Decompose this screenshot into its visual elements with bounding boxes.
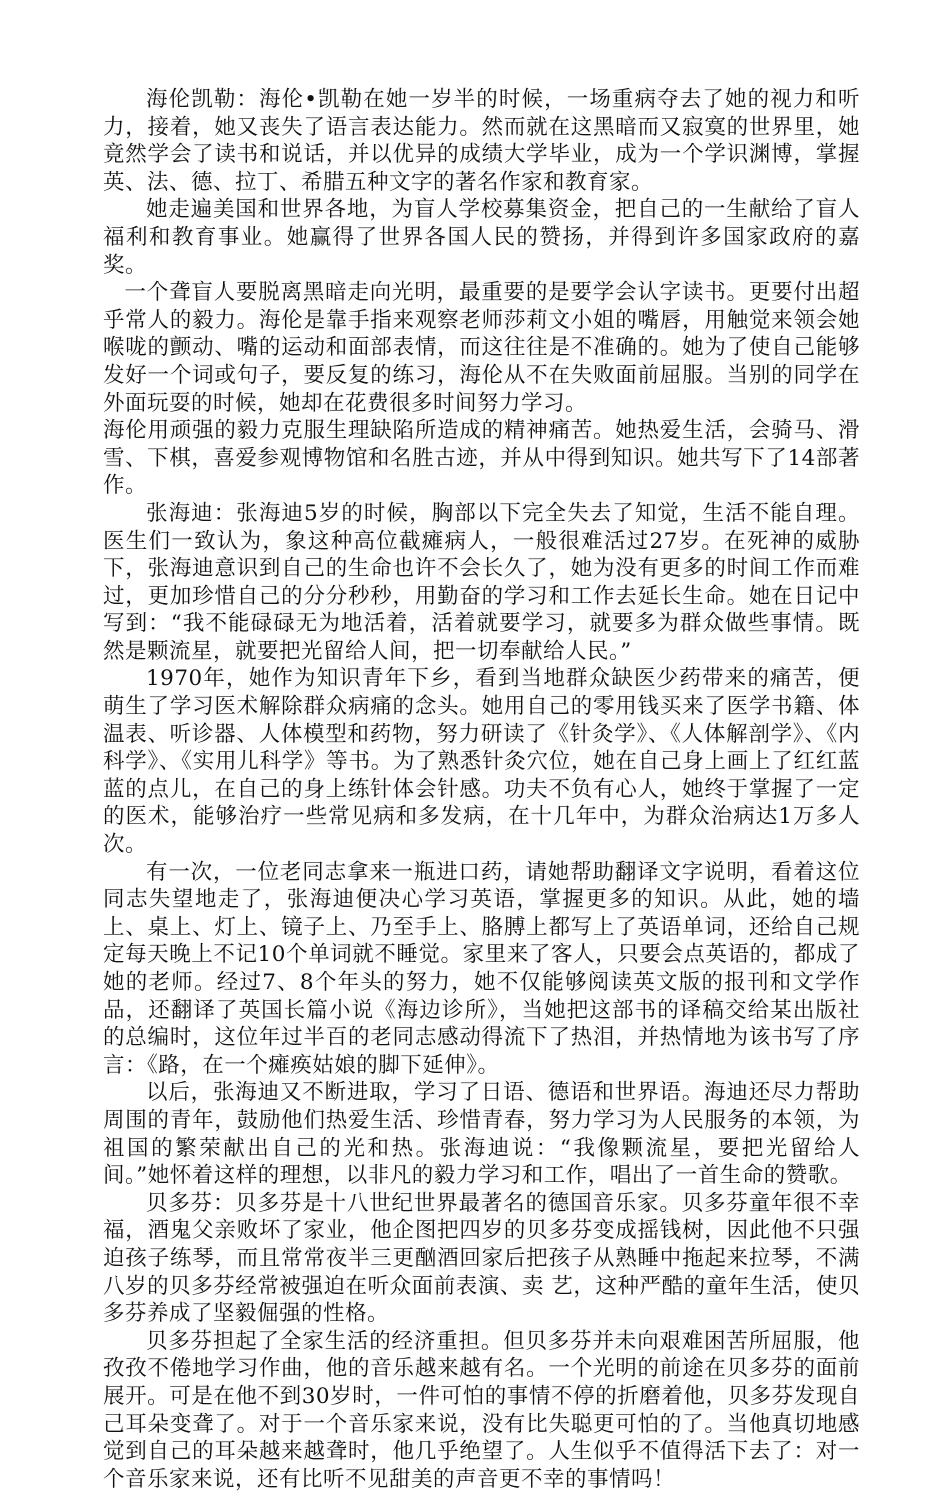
paragraph-zhang-haidi-later: 以后，张海迪又不断进取，学习了日语、德语和世界语。海迪还尽力帮助周围的青年，鼓励他们热爱生活、珍惜青春，努力学习为人民服务的本领，为祖国的繁荣献出自己的光和热。张海迪说：“我像颗流星，要把光留给人间。”她怀着这样的理想，以非凡的毅力学习和工作，唱出了一首生命的赞歌。 xyxy=(103,1080,860,1189)
paragraph-zhang-haidi-english: 有一次，一位老同志拿来一瓶进口药，请她帮助翻译文字说明，看着这位同志失望地走了，张海迪便决心学习英语，掌握更多的知识。从此，她的墙上、桌上、灯上、镜子上、乃至手上、胳膊上都写上了英语单词，还给自己规定每天晚上不记10个单词就不睡觉。家里来了客人，只要会点英语的，都成了她的老师。经过7、8个年头的努力，她不仅能够阅读英文版的报刊和文学作品，还翻译了英国长篇小说《海边诊所》，当她把这部书的译稿交给某出版社的总编时，这位年过半百的老同志感动得流下了热泪，并热情地为该书写了序言：《路，在一个瘫痪姑娘的脚下延伸》。 xyxy=(103,859,860,1078)
paragraph-zhang-haidi-medicine: 1970年，她作为知识青年下乡，看到当地群众缺医少药带来的痛苦，便萌生了学习医术解除群众病痛的念头。她用自己的零用钱买来了医学书籍、体温表、听诊器、人体模型和药物，努力研读了《针灸学》、《人体解剖学》、《内科学》、《实用儿科学》等书。为了熟悉针灸穴位，她在自己身上画上了红红蓝蓝的点儿，在自己的身上练针体会针感。功夫不负有心人，她终于掌握了一定的医术，能够治疗一些常见病和多发病，在十几年中，为群众治病达1万多人次。 xyxy=(103,666,860,858)
paragraph-helen-keller-travels: 她走遍美国和世界各地，为盲人学校募集资金，把自己的一生献给了盲人福利和教育事业。她赢得了世界各国人民的赞扬，并得到许多国家政府的嘉奖。 xyxy=(103,197,860,278)
paragraph-helen-keller-life: 海伦用顽强的毅力克服生理缺陷所造成的精神痛苦。她热爱生活，会骑马、滑雪、下棋，喜爱参观博物馆和名胜古迹，并从中得到知识。她共写下了14部著作。 xyxy=(103,418,860,499)
document-page xyxy=(103,86,860,1493)
paragraph-beethoven-intro: 贝多芬：贝多芬是十八世纪世界最著名的德国音乐家。贝多芬童年很不幸福，酒鬼父亲败坏了家业，他企图把四岁的贝多芬变成摇钱树，因此他不只强迫孩子练琴，而且常常夜半三更酗酒回家后把孩子从熟睡中拖起来拉琴，不满八岁的贝多芬经常被强迫在听众面前表演、卖 艺，这种严酷的童年生活，使贝多芬养成了坚毅倔强的性格。 xyxy=(103,1190,860,1327)
paragraph-helen-keller-learning: 一个聋盲人要脱离黑暗走向光明，最重要的是要学会认字读书。更要付出超乎常人的毅力。海伦是靠手指来观察老师莎莉文小姐的嘴唇，用触觉来领会她喉咙的颤动、嘴的运动和面部表情，而这往往是不准确的。她为了使自己能够发好一个词或句子，要反复的练习，海伦从不在失败面前屈服。当别的同学在外面玩耍的时候，她却在花费很多时间努力学习。 xyxy=(103,280,860,416)
paragraph-zhang-haidi-intro: 张海迪：张海迪5岁的时候，胸部以下完全失去了知觉，生活不能自理。医生们一致认为，象这种高位截瘫病人，一般很难活过27岁。在死神的威胁下，张海迪意识到自己的生命也许不会长久了，她为没有更多的时间工作而难过，更加珍惜自己的分分秒秒，用勤奋的学习和工作去延长生命。她在日记中写到：“我不能碌碌无为地活着，活着就要学习，就要多为群众做些事情。既然是颗流星，就要把光留给人间，把一切奉献给人民。” xyxy=(103,500,860,664)
paragraph-helen-keller-intro: 海伦凯勒：海伦•凯勒在她一岁半的时候，一场重病夺去了她的视力和听力，接着，她又丧失了语言表达能力。然而就在这黑暗而又寂寞的世界里，她竟然学会了读书和说话，并以优异的成绩大学毕业，成为一个学识渊博，掌握英、法、德、拉丁、希腊五种文字的著名作家和教育家。 xyxy=(103,87,860,195)
paragraph-beethoven-deafness: 贝多芬担起了全家生活的经济重担。但贝多芬并未向艰难困苦所屈服，他孜孜不倦地学习作曲，他的音乐越来越有名。一个光明的前途在贝多芬的面前展开。可是在他不到30岁时，一件可怕的事情不停的折磨着他，贝多芬发现自己耳朵变聋了。对于一个音乐家来说，没有比失聪更可怕的了。当他真切地感觉到自己的耳朵越来越聋时，他几乎绝望了。人生似乎不值得活下去了：对一个音乐家来说，还有比听不见甜美的声音更不幸的事情吗！ xyxy=(103,1328,860,1492)
